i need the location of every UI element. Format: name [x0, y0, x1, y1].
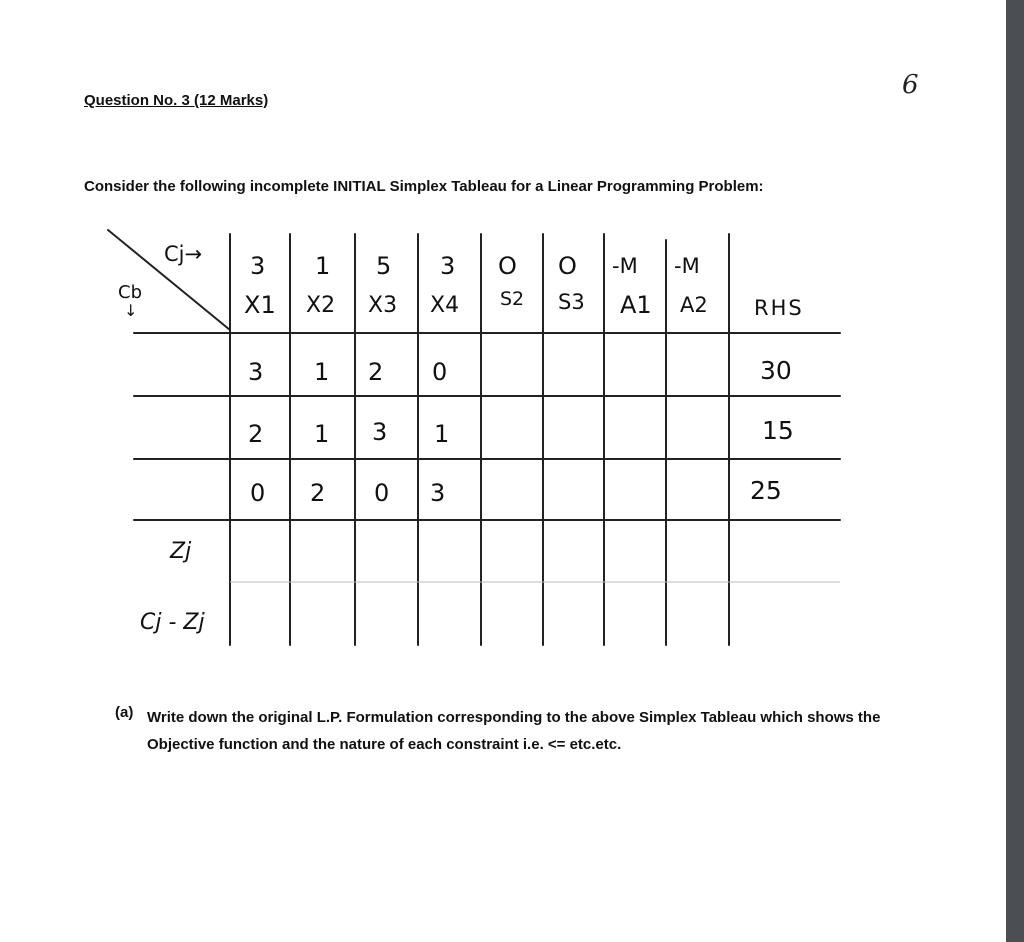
page-number: 6	[902, 70, 919, 100]
row2-x3: 3	[372, 418, 388, 446]
variable-header: S3	[558, 290, 585, 314]
cj-value: 1	[315, 252, 331, 280]
question-heading: Question No. 3 (12 Marks)	[84, 92, 269, 109]
row2-rhs: 15	[762, 416, 794, 445]
cj-value: -M	[674, 254, 700, 278]
row1-x4: 0	[432, 358, 448, 386]
cj-value: O	[498, 252, 517, 280]
row2-x4: 1	[434, 420, 450, 448]
variable-header: X3	[368, 293, 398, 318]
rhs-header: RHS	[754, 296, 804, 320]
cj-value: 5	[376, 252, 392, 280]
variable-header: X4	[430, 293, 460, 318]
cj-value: 3	[440, 252, 456, 280]
row3-rhs: 25	[750, 476, 782, 505]
row1-x3: 2	[368, 358, 384, 386]
variable-header: A2	[680, 293, 708, 317]
part-a-label: (a)	[115, 704, 134, 721]
row3-x4: 3	[430, 479, 446, 507]
cj-label: Cj→	[164, 242, 203, 266]
cb-label: Cb	[118, 282, 142, 303]
variable-header: A1	[620, 291, 652, 319]
row2-x2: 1	[314, 420, 330, 448]
intro-text: Consider the following incomplete INITIAL Simplex Tableau for a Linear Programming Problem:	[84, 178, 764, 195]
row3-x2: 2	[310, 479, 326, 507]
row1-x1: 3	[248, 358, 264, 386]
variable-header: X1	[244, 291, 276, 319]
row3-x1: 0	[250, 479, 266, 507]
cj-value: O	[558, 252, 577, 280]
cb-arrow-icon: ↓	[124, 301, 138, 320]
variable-header: X2	[306, 293, 336, 318]
cj-value: -M	[612, 254, 638, 278]
row2-x1: 2	[248, 420, 264, 448]
zj-label: Zj	[170, 539, 192, 564]
variable-header: S2	[500, 288, 525, 310]
cj-minus-zj-label: Cj - Zj	[140, 610, 205, 635]
cj-value: 3	[250, 252, 266, 280]
part-a-text: Write down the original L.P. Formulation corresponding to the above Simplex Tableau which shows the Objective function and the nature of each constraint i.e. <= etc.etc.	[147, 709, 881, 753]
row1-x2: 1	[314, 358, 330, 386]
row1-rhs: 30	[760, 356, 792, 385]
row3-x3: 0	[374, 479, 390, 507]
